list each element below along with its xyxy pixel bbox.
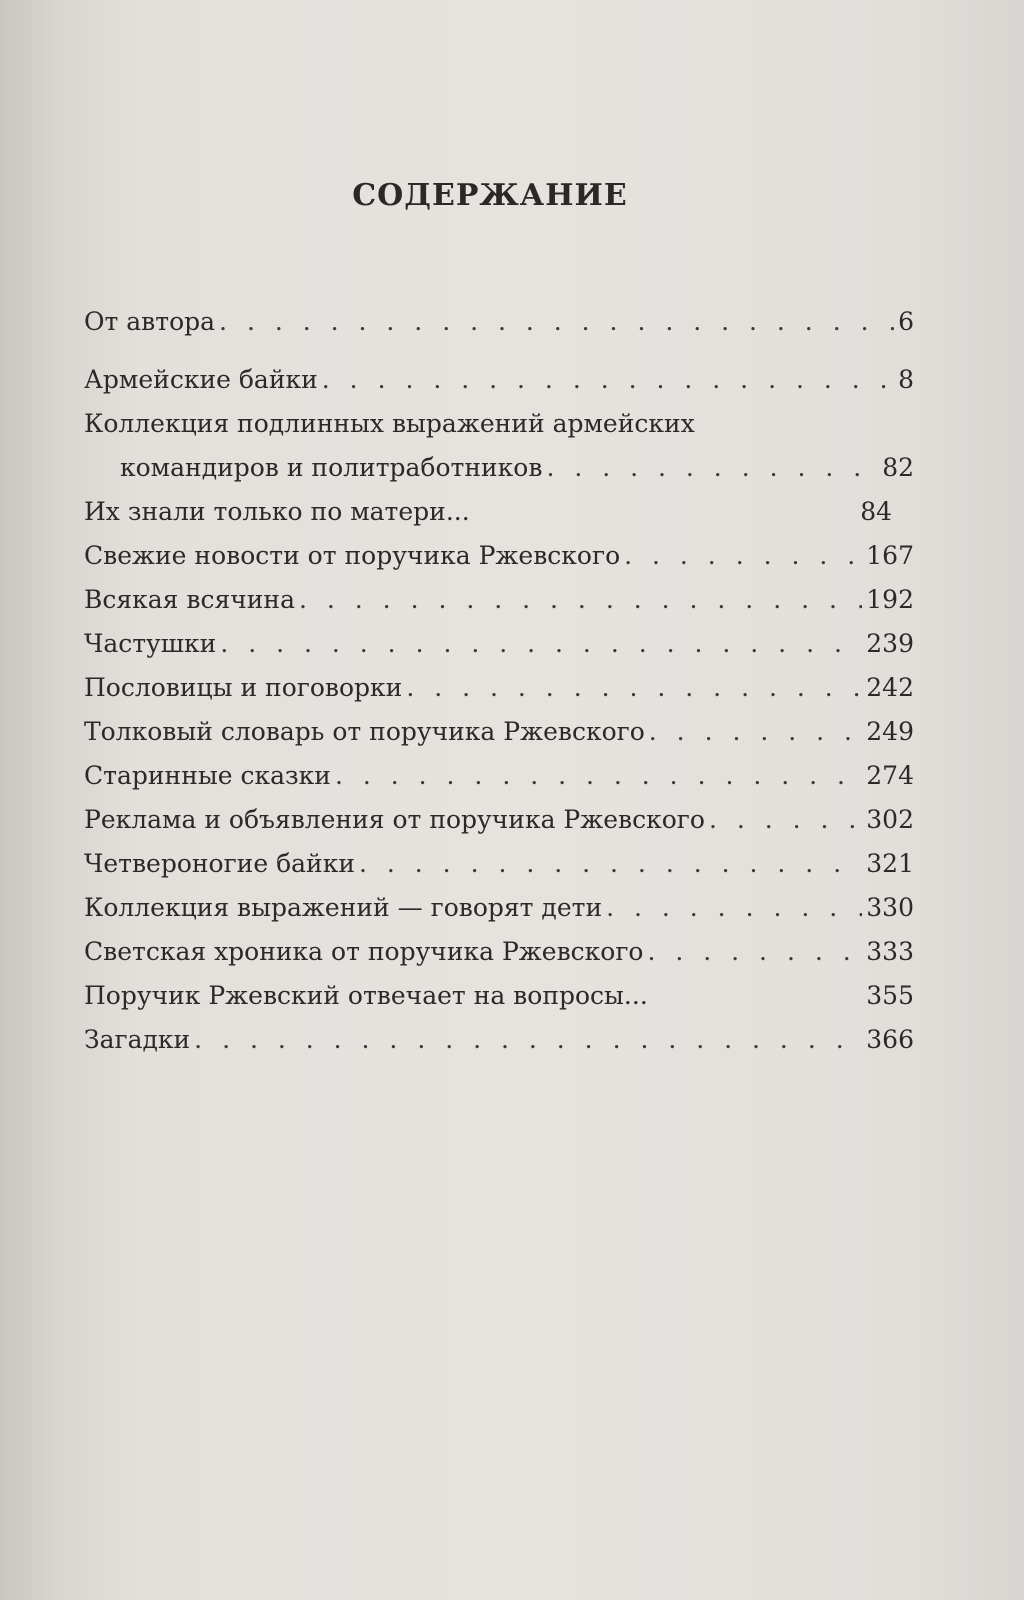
toc-entry-page: 302 (866, 805, 914, 834)
toc-entry-page: 84 (860, 497, 892, 526)
toc-entry-title: Поручик Ржевский отвечает на вопросы... (84, 981, 648, 1010)
leader-dots (335, 761, 862, 791)
toc-entry-page: 6 (898, 307, 914, 336)
toc-entry-title: Реклама и объявления от поручика Ржевского (84, 805, 705, 834)
toc-entry-page: 192 (866, 585, 914, 614)
toc-entry-title: Старинные сказки (84, 761, 331, 790)
toc-entry (84, 365, 914, 395)
leader-dots (606, 893, 862, 923)
toc-entry-title: Четвероногие байки (84, 849, 355, 878)
toc-entry-title: Толковый словарь от поручика Ржевского (84, 717, 645, 746)
toc-entry (84, 541, 914, 571)
toc-entry-page: 82 (882, 453, 914, 482)
toc-entry-title: От автора (84, 307, 216, 336)
toc-entry-page: 355 (866, 981, 914, 1010)
toc-entry-title: Частушки (84, 629, 217, 658)
toc-entry-title: Их знали только по матери... (84, 497, 470, 526)
toc-entry (84, 409, 914, 483)
toc-entry (84, 307, 914, 337)
toc-entry-page: 330 (866, 893, 914, 922)
toc-entry (84, 717, 914, 747)
toc-entry-page: 167 (866, 541, 914, 570)
leader-dots (299, 585, 862, 615)
toc-entry (84, 497, 914, 527)
toc-entry (84, 849, 914, 879)
toc-entry-title-line1: Коллекция подлинных выражений армейских (84, 409, 695, 438)
toc-entry (84, 893, 914, 923)
toc-entry (84, 937, 914, 967)
leader-dots (359, 849, 862, 879)
toc-entry-title: Светская хроника от поручика Ржевского (84, 937, 644, 966)
toc-entry (84, 585, 914, 615)
toc-entry-title: Всякая всячина (84, 585, 295, 614)
toc-entry-title: Пословицы и поговорки (84, 673, 403, 702)
leader-dots (322, 365, 894, 395)
toc-entry (84, 981, 914, 1011)
toc-entry-page: 8 (898, 365, 914, 394)
toc-entry-title: Загадки (84, 1025, 191, 1054)
table-of-contents (84, 307, 914, 1055)
page-title: СОДЕРЖАНИЕ (352, 178, 628, 213)
leader-dots (649, 717, 863, 747)
toc-entry-page: 333 (866, 937, 914, 966)
leader-dots (220, 629, 862, 659)
leader-dots (624, 541, 862, 571)
toc-entry (84, 761, 914, 791)
toc-entry-page: 321 (866, 849, 914, 878)
leader-dots (546, 453, 878, 483)
toc-entry-page: 239 (866, 629, 914, 658)
leader-dots (194, 1025, 862, 1055)
toc-entry-title-line2: командиров и политработников (120, 453, 543, 482)
toc-entry (84, 673, 914, 703)
toc-entry-title: Коллекция выражений — говорят дети (84, 893, 603, 922)
toc-entry-page: 366 (866, 1025, 914, 1054)
leader-dots (406, 673, 862, 703)
toc-entry-page: 274 (866, 761, 914, 790)
toc-entry (84, 629, 914, 659)
toc-entry-title: Армейские байки (84, 365, 318, 394)
leader-dots (647, 937, 862, 967)
toc-entry-page: 249 (866, 717, 914, 746)
toc-entry (84, 1025, 914, 1055)
toc-entry-title: Свежие новости от поручика Ржевского (84, 541, 621, 570)
leader-dots (709, 805, 862, 835)
toc-entry-page: 242 (866, 673, 914, 702)
leader-dots (219, 307, 894, 337)
toc-entry (84, 805, 914, 835)
